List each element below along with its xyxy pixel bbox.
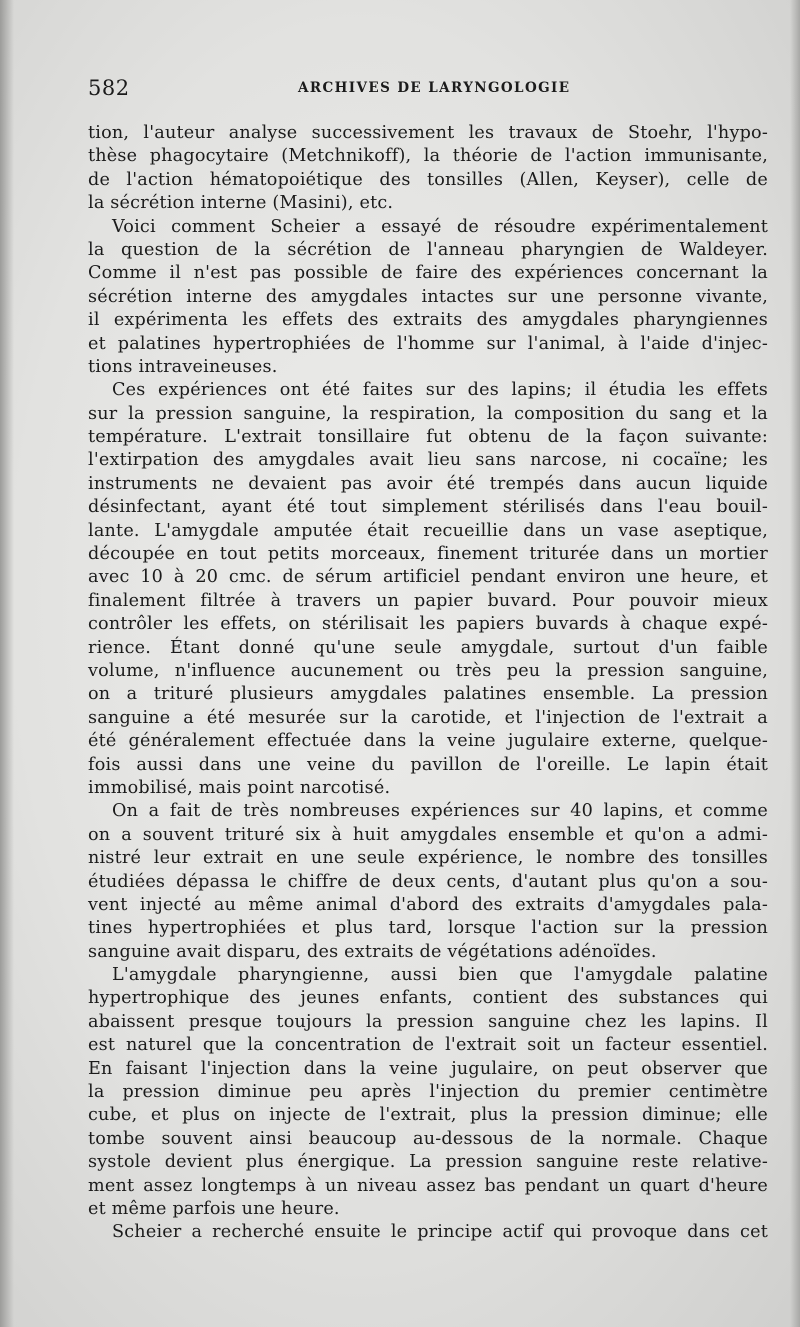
text-line: finalement filtrée à travers un papier buvard. Pour pouvoir mieux bbox=[88, 590, 768, 611]
text-line: de l'action hématopoiétique des tonsilles (Allen, Keyser), celle de bbox=[88, 169, 768, 190]
text-line: vent injecté au même animal d'abord des extraits d'amygdales pala- bbox=[88, 894, 768, 915]
text-line: lante. L'amygdale amputée était recueillie dans un vase aseptique, bbox=[88, 520, 768, 541]
running-head bbox=[88, 74, 778, 104]
text-line: Voici comment Scheier a essayé de résoudre expérimentalement bbox=[112, 216, 768, 237]
text-line: et même parfois une heure. bbox=[88, 1198, 340, 1219]
text-line: En faisant l'injection dans la veine jugulaire, on peut observer que bbox=[88, 1058, 768, 1079]
text-line: la sécrétion interne (Masini), etc. bbox=[88, 193, 394, 214]
text-line: sanguine avait disparu, des extraits de végétations adénoïdes. bbox=[88, 941, 657, 962]
text-line: température. L'extrait tonsillaire fut obtenu de la façon suivante: bbox=[88, 427, 768, 448]
body-text bbox=[88, 122, 768, 1245]
text-line: instruments ne devaient pas avoir été trempés dans aucun liquide bbox=[88, 473, 768, 494]
text-line: contrôler les effets, on stérilisait les papiers buvards à chaque expé- bbox=[88, 614, 768, 635]
text-line: tion, l'auteur analyse successivement les travaux de Stoehr, l'hypo- bbox=[88, 123, 768, 143]
text-line: Scheier a recherché ensuite le principe actif qui provoque dans cet bbox=[112, 1222, 768, 1243]
text-line: la question de la sécrétion de l'anneau pharyngien de Waldeyer. bbox=[88, 239, 768, 260]
text-line: systole devient plus énergique. La pression sanguine reste relative- bbox=[88, 1152, 768, 1173]
text-line: fois aussi dans une veine du pavillon de l'oreille. Le lapin était bbox=[88, 754, 768, 775]
text-line: découpée en tout petits morceaux, finement triturée dans un mortier bbox=[88, 544, 768, 565]
page-number: 582 bbox=[88, 76, 130, 100]
text-line: sécrétion interne des amygdales intactes sur une personne vivante, bbox=[88, 286, 768, 307]
text-line: été généralement effectuée dans la veine jugulaire externe, quelque- bbox=[88, 731, 768, 752]
text-line: désinfectant, ayant été tout simplement stérilisés dans l'eau bouil- bbox=[88, 497, 768, 518]
text-line: cube, et plus on injecte de l'extrait, plus la pression diminue; elle bbox=[88, 1105, 768, 1126]
text-line: abaissent presque toujours la pression sanguine chez les lapins. Il bbox=[88, 1011, 768, 1032]
text-line: avec 10 à 20 cmc. de sérum artificiel pendant environ une heure, et bbox=[88, 567, 768, 588]
text-line: est naturel que la concentration de l'extrait soit un facteur essentiel. bbox=[88, 1035, 768, 1056]
text-line: on a trituré plusieurs amygdales palatines ensemble. La pression bbox=[88, 684, 768, 705]
text-line: on a souvent trituré six à huit amygdales ensemble et qu'on a admi- bbox=[88, 824, 768, 845]
text-line: hypertrophique des jeunes enfants, contient des substances qui bbox=[88, 988, 768, 1009]
text-line: immobilisé, mais point narcotisé. bbox=[88, 777, 391, 798]
text-line: étudiées dépassa le chiffre de deux cents, d'autant plus qu'on a sou- bbox=[88, 871, 768, 892]
text-line: Comme il n'est pas possible de faire des expériences concernant la bbox=[88, 263, 768, 284]
text-line: tions intraveineuses. bbox=[88, 356, 278, 377]
text-line: sanguine a été mesurée sur la carotide, et l'injection de l'extrait a bbox=[88, 707, 768, 728]
text-line: l'extirpation des amygdales avait lieu sans narcose, ni cocaïne; les bbox=[88, 450, 768, 471]
text-line: il expérimenta les effets des extraits des amygdales pharyngiennes bbox=[88, 310, 768, 331]
text-line: L'amygdale pharyngienne, aussi bien que l'amygdale palatine bbox=[112, 965, 768, 986]
text-line: tombe souvent ainsi beaucoup au-dessous de la normale. Chaque bbox=[88, 1128, 768, 1149]
text-line: nistré leur extrait en une seule expérience, le nombre des tonsilles bbox=[88, 848, 768, 869]
text-line: Ces expériences ont été faites sur des lapins; il étudia les effets bbox=[112, 380, 768, 401]
text-line: rience. Étant donné qu'une seule amygdale, surtout d'un faible bbox=[88, 637, 768, 658]
text-line: volume, n'influence aucunement ou très peu la pression sanguine, bbox=[88, 660, 768, 681]
journal-title: ARCHIVES DE LARYNGOLOGIE bbox=[298, 80, 571, 96]
text-line: On a fait de très nombreuses expériences sur 40 lapins, et comme bbox=[112, 801, 768, 822]
text-line: ment assez longtemps à un niveau assez bas pendant un quart d'heure bbox=[88, 1175, 768, 1196]
text-line: sur la pression sanguine, la respiration, la composition du sang et la bbox=[88, 403, 768, 424]
text-line: thèse phagocytaire (Metchnikoff), la théorie de l'action immunisante, bbox=[88, 146, 768, 167]
text-line: la pression diminue peu après l'injection du premier centimètre bbox=[88, 1082, 768, 1103]
text-line: et palatines hypertrophiées de l'homme sur l'animal, à l'aide d'injec- bbox=[88, 333, 768, 354]
text-line: tines hypertrophiées et plus tard, lorsque l'action sur la pression bbox=[88, 918, 768, 939]
